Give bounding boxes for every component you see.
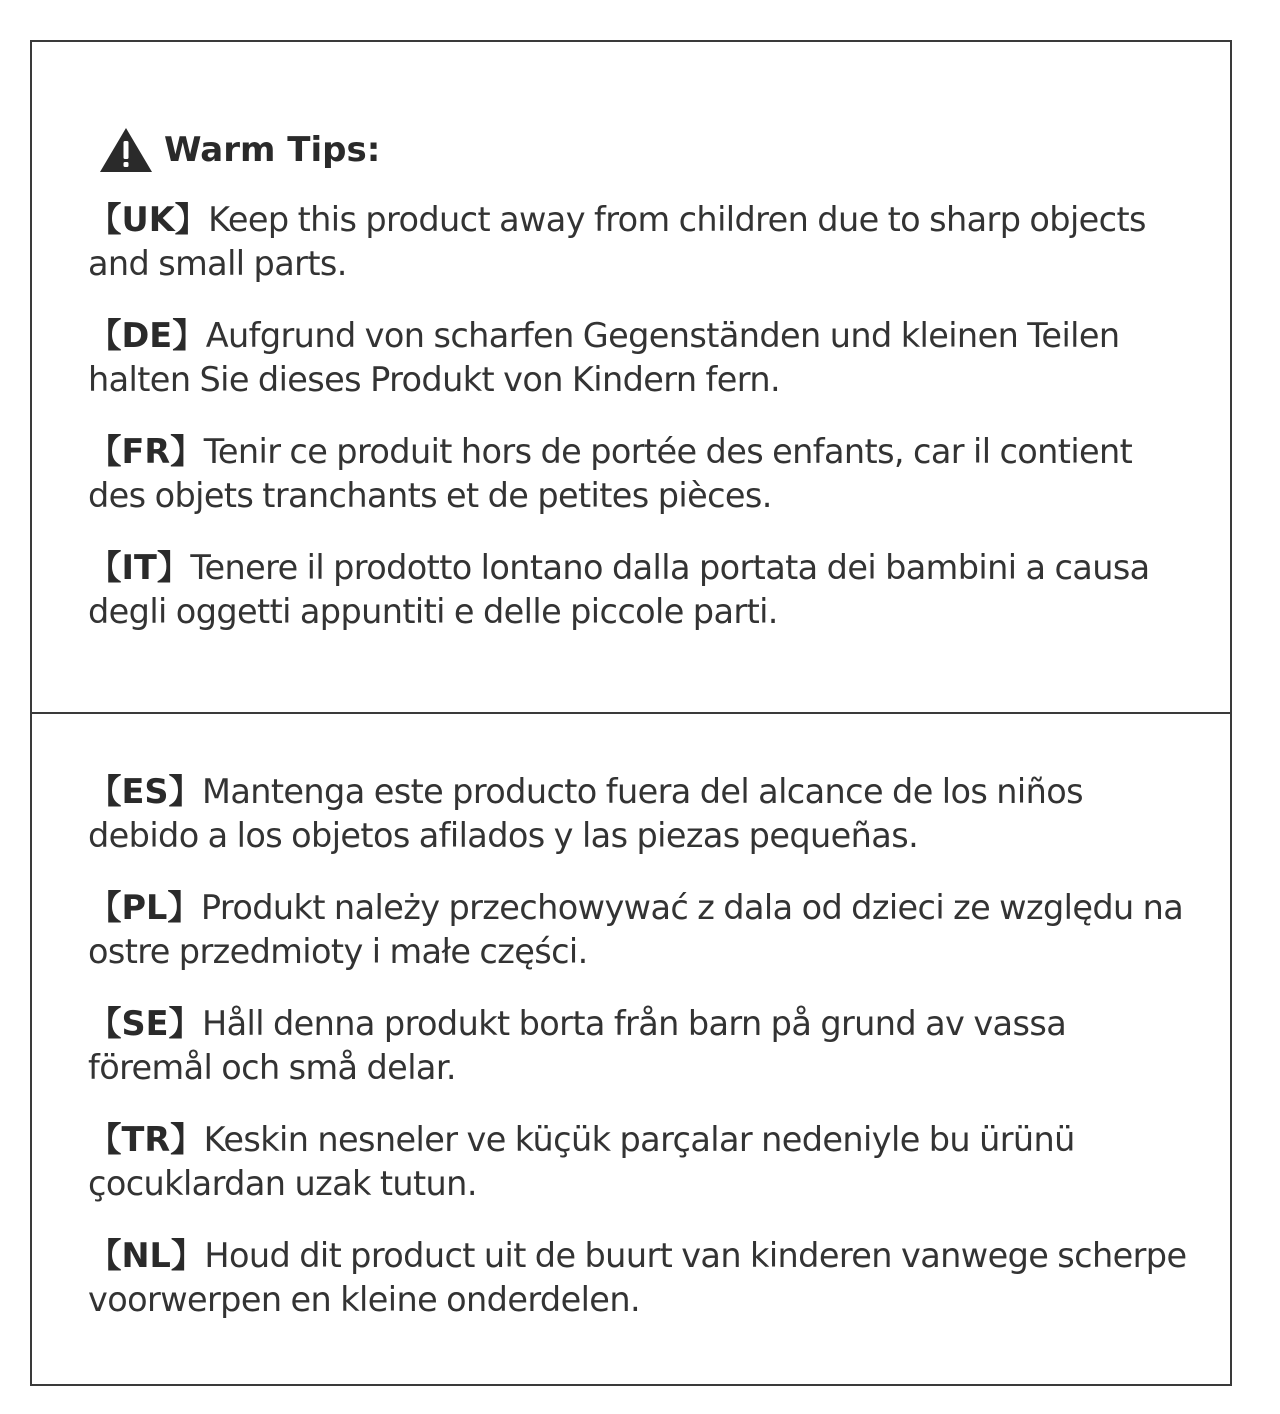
tip-tr <box>88 1118 1190 1206</box>
warm-tips-title: Warm Tips: <box>164 130 381 170</box>
tip-text: Mantenga este producto fuera del alcance de los niños debido a los objetos afilados y las piezas pequeñas. <box>88 772 1084 855</box>
warm-tips-panel-bottom <box>30 712 1232 1386</box>
tip-code: 【SE】 <box>88 1004 203 1043</box>
tip-code: 【UK】 <box>88 200 209 239</box>
tip-text: Tenir ce produit hors de portée des enfants, car il contient des objets tranchants et de petites pièces. <box>88 432 1133 515</box>
tip-fr <box>88 430 1190 518</box>
tip-code: 【DE】 <box>88 316 206 355</box>
tip-code: 【PL】 <box>88 888 201 927</box>
tip-code: 【NL】 <box>88 1236 205 1275</box>
tip-se <box>88 1002 1190 1090</box>
tip-code: 【IT】 <box>88 548 191 587</box>
tip-uk <box>88 198 1190 286</box>
tip-text: Keskin nesneler ve küçük parçalar nedeniyle bu ürünü çocuklardan uzak tutun. <box>88 1120 1075 1203</box>
tip-text: Houd dit product uit de buurt van kinderen vanwege scherpe voorwerpen en kleine onderdelen. <box>88 1236 1187 1319</box>
warning-icon <box>98 126 154 174</box>
tip-text: Tenere il prodotto lontano dalla portata dei bambini a causa degli oggetti appuntiti e delle piccole parti. <box>88 548 1150 631</box>
tip-nl <box>88 1234 1190 1322</box>
tip-code: 【FR】 <box>88 432 204 471</box>
tip-pl <box>88 886 1190 974</box>
tip-text: Håll denna produkt borta från barn på grund av vassa föremål och små delar. <box>88 1004 1067 1087</box>
tip-text: Produkt należy przechowywać z dala od dzieci ze względu na ostre przedmioty i małe części. <box>88 888 1184 971</box>
tip-de <box>88 314 1190 402</box>
warm-tips-panel-top <box>30 40 1232 714</box>
warm-tips-content-bottom <box>88 770 1190 1322</box>
tip-code: 【ES】 <box>88 772 203 811</box>
tip-text: Keep this product away from children due to sharp objects and small parts. <box>88 200 1146 283</box>
warm-tips-content-top <box>88 124 1190 634</box>
tip-es <box>88 770 1190 858</box>
warm-tips-heading <box>98 124 1190 176</box>
tip-text: Aufgrund von scharfen Gegenständen und kleinen Teilen halten Sie dieses Produkt von Kindern fern. <box>88 316 1120 399</box>
tip-it <box>88 546 1190 634</box>
tip-code: 【TR】 <box>88 1120 204 1159</box>
